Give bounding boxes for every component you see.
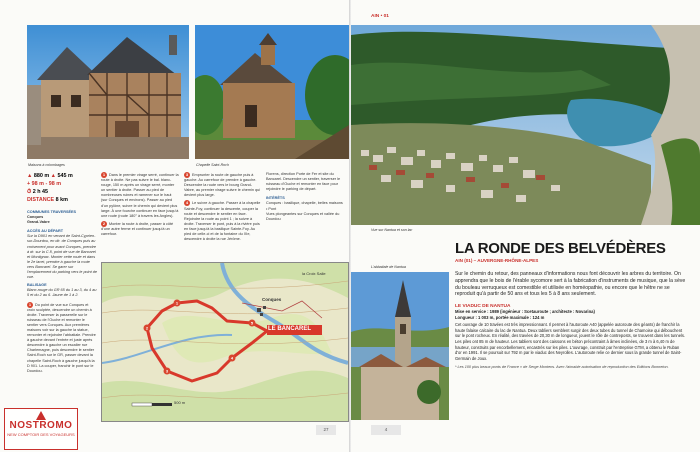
stats-block [27, 172, 97, 204]
interest-title: INTÉRÊTS [266, 196, 285, 201]
distance: 8 km [55, 197, 68, 203]
folio-right: 4 [371, 425, 401, 435]
watermark-brand: NOSTROMO [9, 420, 73, 431]
article-footnote: * Les 100 plus beaux ponts de France » de Serge Montens. Avec l'aimable autorisation de reproduction des Editions Bonneton. [455, 365, 669, 370]
access-title: ACCÈS AU DÉPART [27, 229, 64, 234]
step-marker-1: 1 [28, 301, 32, 307]
photo-nantua-panorama [351, 25, 700, 225]
article-intro: Sur le chemin du retour, des panneaux d'informations nous font découvrir les arbres du territoire. On apprendra que le bois de l'érable sycomore sert à la fabrication d'instruments de musique, que la sève du bouleau verruqueux est comestible et utilisée en homéopathie, ou encore que le hêtre ne se reproduit qu'à partir de 50 ans et tous les 5 à 8 ans seulement. [455, 271, 686, 298]
caption-abbatiale: L'abbatiale de Nantua [371, 265, 406, 269]
article-subtitle: AIN (01) – AUVERGNE-RHÔNE-ALPES [455, 258, 539, 263]
duration: 2 h 45 [32, 189, 49, 195]
access-text: Sur la D901 en venant de Saint-Cyprien-sur-Dourdou, en dir. de Conques puis au croisement pour avant Conques, prendre à dr. sur la C 8, point de vue de Bancarel et Montignac. Monter cette route et dans le 2e lacet, prendre à gauche la route vers Bancarel. Se garer sur l'emplacement du parking vers le point de vue. [27, 234, 97, 280]
interest-items: Conques : basilique, chapelle, belles maisons • Pont Vues plongeantes sur Conques et vallée du Dourdou [266, 201, 343, 221]
viaduct-facts: Mise en service : 1989 (ingénieur : Scetauroute ; architecte : Novarina) Longueur : 1 003 m, portée maximale : 124 m [455, 309, 595, 321]
balisage-title: BALISAGE [27, 283, 47, 288]
altitude-max: 545 m [57, 173, 73, 179]
caption-chapelle: Chapelle Saint-Roch [196, 163, 229, 167]
photo-chapelle-saint-roch [195, 25, 349, 159]
svg-text:1: 1 [175, 300, 179, 306]
viaduct-body: Cet ouvrage de 10 travées est très impressionnant. Il permet à l'autoroute A40 (appelée autoroute des géants) de franchir la haute falaise calcaire du lac de Nantua. Deux tabliers semblent surgir des deux tubes du tunnel de Chamoise qui débouchent sur le pont rocheux. En réalité, des travées de 20,30 m de longueur, jouent le rôle de contreposts, se trouvent dans les tunnels. Les piles ont 85 m de hauteur. Les tabliers sont des caissons en béton précontraint à âmes inclinées, de 3 m à 6,40 m de hauteur, construits par encorbellement, encastrés sur les piles. L'ouvrage, construit par l'entreprise GTM, a obtenu le Ruban d'or en 1991. Il se poursuit sur 792 m par le viaduc des Neyrolles. L'autoroute relie ce dernier sous la grande tunnel de Saint-Germain de Joux. [455, 322, 686, 361]
summit-icon: ▲ [50, 173, 56, 179]
nostromo-watermark [4, 408, 78, 450]
communes-title: COMMUNES TRAVERSÉES [27, 210, 77, 214]
elevation-loss: - 98 m [45, 181, 62, 187]
photo-half-timbered-houses [27, 25, 189, 159]
section-header: AIN • 01 [371, 14, 389, 19]
svg-text:4: 4 [230, 355, 234, 361]
altitude-icon: ▲ [27, 173, 33, 179]
middle-text-column-2 [184, 172, 262, 242]
balisage-text: Blanc-rouge du GR 65 du 1 au 3, du 4 au 5 et du 2 au 6. Jaune de 1 à 2. [27, 288, 97, 298]
caption-nantua: Vue sur Nantua et son lac [371, 228, 413, 232]
communes-list: Conques Grand-Vabre [27, 215, 50, 225]
map-label-bancarel: LE BANCAREL [268, 326, 311, 332]
step-marker-1b: 1 [102, 172, 106, 177]
step-marker-3: 3 [185, 172, 189, 177]
article-title: LA RONDE DES BELVÉDÈRES [455, 240, 666, 257]
svg-text:5: 5 [250, 320, 254, 326]
svg-text:3: 3 [165, 368, 169, 374]
svg-text:2: 2 [145, 325, 149, 331]
step-1-text: Du point de vue sur Conques et croix sculptée, descendre un chemin à droite. Traverser la passerelle sur le ruisseau de l'Ouche et remonter le sentier vers Conques. Aux premières maisons voir sur la gauche la statue, remonter et rejoindre l'abbatiale. Prendre à gauche devant l'entrée et juste après descendre à gauche un escalier rue Charlemagne, puis descendre le sentier Saint-Roch sur le GR, passer devant la chapelle Saint-Roch à gauche jusqu'à la D 901. La couper, franchir le pont sur le Dourdou. [27, 302, 96, 373]
nostromo-logo-icon [36, 411, 46, 420]
caption-maisons: Maisons à colombages [28, 163, 65, 167]
folio-left: 27 [316, 425, 336, 435]
clock-icon: ⏱ [27, 189, 32, 195]
step-2-top-text: Dans le premier virage serré, continuer la route à droite. Ne pas suivre le bal. blanc-rouge, 150 m après un virage serré, monter un sentier à droite. Passer au pied de nombreuses ruines et ramener sur le haut (sur Conques et environs). Passer au pied d'un pylône, suivre le chemin qui devient plus large. À une fourche continuer en face jusqu'à une route (route 180° à travers les Angles). [101, 173, 179, 218]
map-label-conques: Conques [262, 297, 282, 302]
step-marker-4: 4 [185, 200, 189, 206]
step-5-text: Florens, direction Porte de Fer et site du Bancarel. Descendre un sentier, traverser le ruisseau d'Ouche et remonter en face pour rejoindre le parking de départ. [266, 172, 341, 192]
right-page [351, 0, 700, 452]
step-4-text: Le suivre à gauche. Passer à la chapelle Sainte-Foy, continuer la descente, couper la route et descendre le sentier en face. Rejoindre la route au point 1 ; la suivre à droite. Traverser le pont, puis à la rivière puis en face jusqu'à la basilique Sainte-Foy. Au pied de celle-ci et de la fontaine du XIe, descendre à droite la rue Jérôme. [184, 201, 261, 242]
trail-map [101, 262, 349, 422]
photo-abbatiale [351, 272, 449, 420]
watermark-tagline: NEW COMPTOIR DES VOYAGEURS [7, 432, 75, 437]
altitude-min: 880 m [33, 173, 50, 179]
step-marker-2: 2 [102, 220, 106, 226]
elevation-gain: + 98 m [27, 181, 44, 187]
left-text-column [27, 210, 97, 374]
map-label-croix: la Croix Salle [302, 271, 326, 276]
article [455, 240, 687, 370]
viaduct-title: LE VIADUC DE NANTUA [455, 304, 511, 310]
step-3-text: Emprunter la route de gauche puis à gauche. Au carrefour de prendre à gauche. Descendre la route vers le bourg Grand-Vabre, au premier virage suivre le chemin qui devient plus large. [184, 173, 261, 198]
step-2-text: Monter la route à droite, passer à côté d'une autre ferme et continuer jusqu'à un carrefour. [101, 221, 174, 237]
map-scale-label: 500 m [174, 400, 186, 405]
right-text-column [266, 172, 344, 222]
distance-label: DISTANCE [27, 197, 55, 203]
left-page [0, 0, 349, 452]
middle-text-column [101, 172, 179, 237]
